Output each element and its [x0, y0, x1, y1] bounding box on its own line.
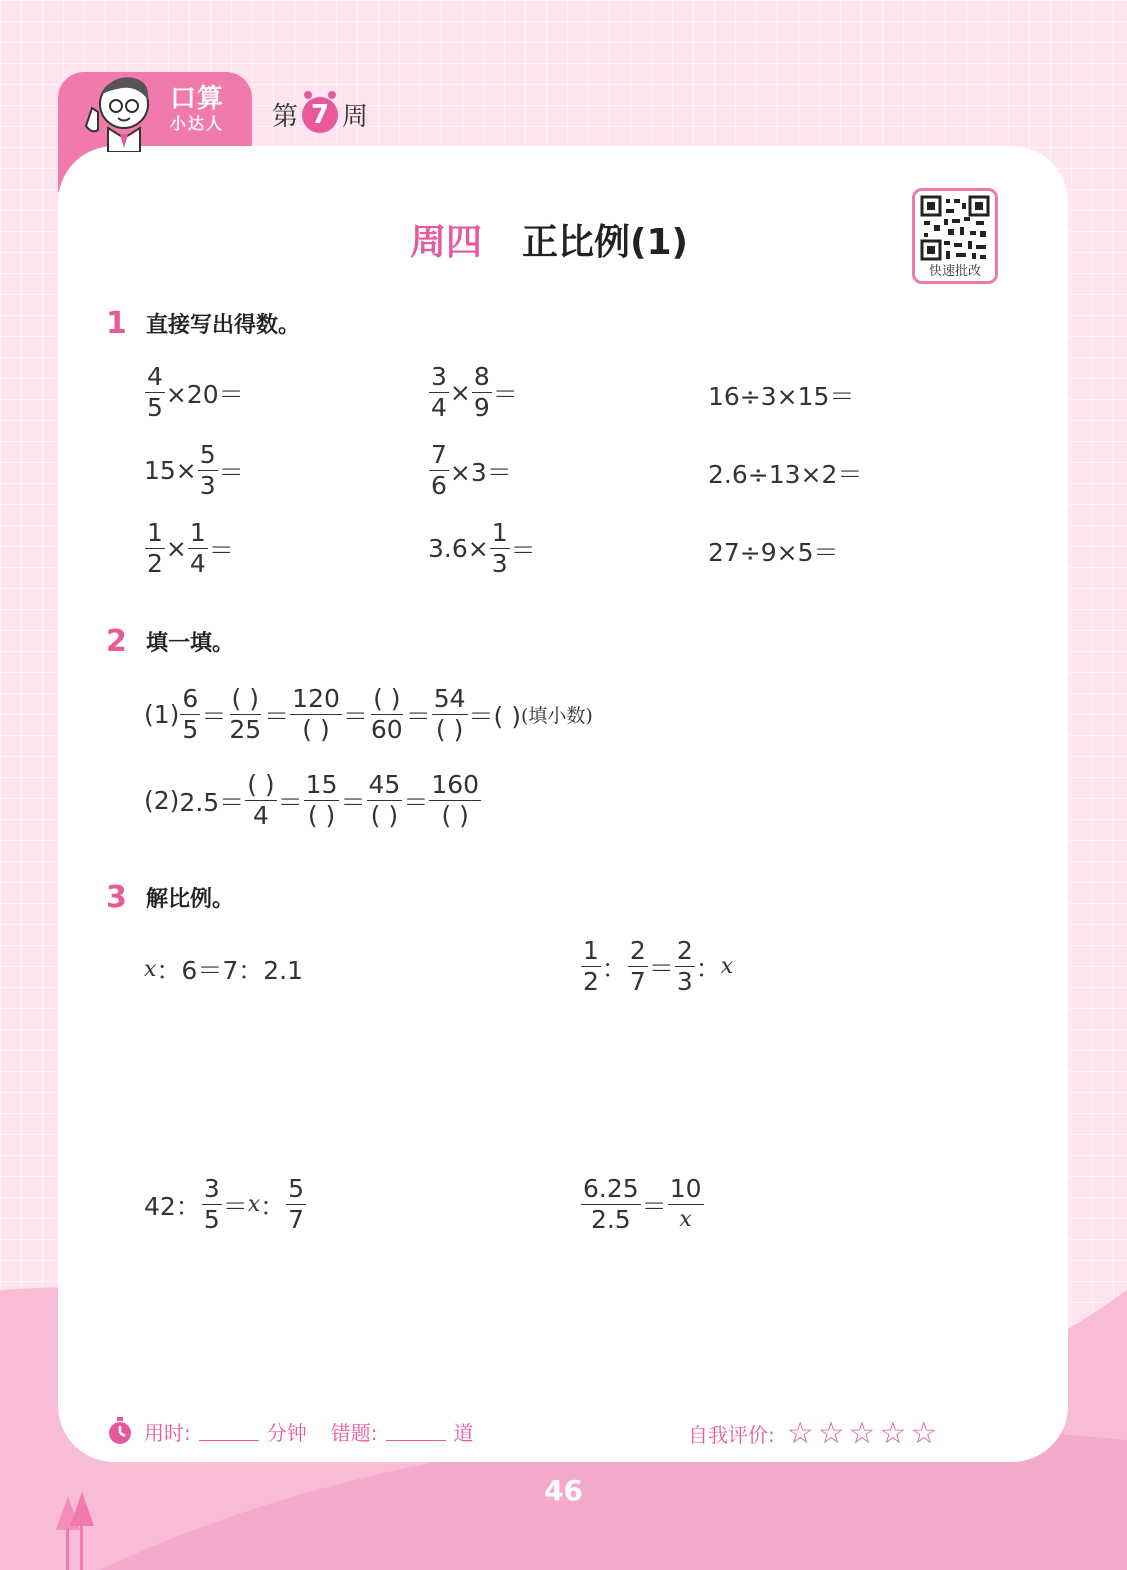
- brand-logo: [170, 84, 224, 134]
- week-suffix: 周: [342, 102, 369, 132]
- proportion-4: [580, 1174, 705, 1235]
- qr-code[interactable]: [912, 188, 998, 284]
- expression-text: 15×: [144, 456, 197, 485]
- equals-sign: ＝: [403, 787, 429, 817]
- fraction: $\frac{3}{4}$: [431, 362, 447, 422]
- problem-1b: [428, 362, 518, 423]
- problem-label: (1): [144, 700, 180, 729]
- expression-text: 27÷9×5＝: [708, 538, 839, 567]
- fraction: $\frac{5}{3}$: [199, 440, 216, 500]
- problem-1e: [428, 440, 512, 501]
- equals-sign: ＝: [342, 701, 368, 731]
- fraction: 1 2: [583, 936, 599, 996]
- qr-code-icon: [920, 195, 990, 261]
- equals-sign: ＝: [264, 701, 290, 731]
- section3-heading: [106, 880, 234, 915]
- expression-text: 16÷3×15＝: [708, 382, 855, 411]
- fraction-blank[interactable]: ( ) 25: [229, 684, 262, 744]
- problem-label: (2): [144, 786, 180, 815]
- section3-number: 3: [106, 880, 127, 915]
- equals-sign: ＝: [648, 953, 674, 983]
- fraction: $\frac{4}{5}$: [147, 362, 163, 422]
- week-indicator: [272, 96, 368, 133]
- errors-unit: 道: [453, 1420, 474, 1445]
- equals-sign: ＝: [405, 701, 431, 731]
- stopwatch-icon: [106, 1416, 134, 1446]
- section1-title: 直接写出得数。: [146, 313, 301, 338]
- problem-1i: [708, 533, 839, 569]
- fraction: $\frac{1}{2}$: [147, 518, 163, 578]
- ratio-colon: ：: [260, 1191, 286, 1221]
- expression-text: ＝: [218, 457, 244, 487]
- fraction-blank[interactable]: 45 ( ): [368, 770, 401, 830]
- operator: ×: [449, 378, 471, 407]
- expression-text: 2.6÷13×2＝: [708, 460, 863, 489]
- qr-label: 快速批改: [928, 264, 981, 279]
- page-number: 46: [544, 1474, 583, 1507]
- title-day: 周四: [410, 222, 483, 263]
- fraction-blank[interactable]: ( ) 4: [247, 770, 275, 830]
- fraction-blank[interactable]: 160 ( ): [431, 770, 480, 830]
- fraction-blank[interactable]: 15 ( ): [305, 770, 338, 830]
- fraction: 2 3: [676, 936, 693, 996]
- expression-text: ＝: [492, 379, 518, 409]
- fraction-blank[interactable]: 120 ( ): [292, 684, 340, 744]
- problem-2-2: [144, 770, 482, 831]
- proportion-3: [144, 1174, 307, 1235]
- ratio-colon: ：: [695, 953, 721, 983]
- fraction: 2 7: [629, 936, 646, 996]
- fraction: 6.25 2.5: [583, 1174, 639, 1234]
- time-label: 用时:: [144, 1420, 191, 1445]
- variable-x: x: [247, 1192, 261, 1217]
- footer-stats: [106, 1416, 474, 1446]
- fraction: $\frac{1}{4}$: [189, 518, 206, 578]
- errors-label: 错题:: [330, 1420, 378, 1445]
- fraction-blank[interactable]: 54 ( ): [433, 684, 466, 744]
- title-topic: 正比例(1): [522, 222, 688, 263]
- problem-1f: [708, 455, 862, 491]
- section2-heading: [106, 624, 234, 659]
- variable-x: x: [720, 954, 734, 979]
- week-number-badge: 7: [302, 97, 338, 133]
- section2-number: 2: [106, 624, 127, 659]
- expression-text: 3.6×: [428, 534, 489, 563]
- proportion-2: [580, 936, 733, 997]
- expression-text: ×20＝: [165, 379, 244, 409]
- section2-title: 填一填。: [146, 631, 235, 656]
- problem-1c: [708, 377, 854, 413]
- mascot-illustration: [72, 72, 164, 152]
- problem-2-1: [144, 684, 593, 745]
- fraction-blank[interactable]: ( ) 60: [370, 684, 403, 744]
- variable-x: x: [144, 956, 157, 982]
- rating-stars[interactable]: ☆☆☆☆☆: [786, 1416, 942, 1451]
- problem-1g: [144, 518, 234, 579]
- fraction: 6 5: [182, 684, 199, 744]
- equals-sign: ＝: [641, 1191, 667, 1221]
- fraction: $\frac{7}{6}$: [431, 440, 447, 500]
- expression-text: 2.5＝: [179, 787, 245, 817]
- proportion-1: [144, 951, 303, 987]
- time-blank[interactable]: [199, 1421, 259, 1441]
- fraction: $\frac{8}{9}$: [473, 362, 490, 422]
- expression-text: 42：: [144, 1191, 201, 1221]
- fraction: $\frac{1}{3}$: [491, 518, 508, 578]
- page-title: [410, 214, 688, 265]
- self-evaluation: [688, 1416, 941, 1451]
- section3-title: 解比例。: [146, 887, 235, 912]
- expression-text: ：6＝7：2.1: [156, 956, 303, 985]
- fraction: 3 5: [203, 1174, 220, 1234]
- fraction: 5 7: [288, 1174, 305, 1234]
- week-prefix: 第: [272, 102, 299, 132]
- errors-blank[interactable]: [386, 1421, 446, 1441]
- section1-heading: [106, 306, 300, 341]
- expression-text: ＝: [510, 535, 536, 565]
- equals-sign: ＝: [340, 787, 366, 817]
- eval-label: 自我评价:: [688, 1423, 775, 1447]
- time-unit: 分钟: [266, 1420, 307, 1445]
- equals-sign: ＝: [201, 701, 227, 731]
- operator: ×: [165, 534, 187, 563]
- equals-sign: ＝: [277, 787, 303, 817]
- problem-1a: [144, 362, 244, 423]
- expression-text: ＝: [208, 535, 234, 565]
- problem-1h: [428, 518, 536, 579]
- hint-note: (填小数): [521, 705, 593, 727]
- brand-sub-text: 小达人: [170, 114, 225, 133]
- equals-sign: ＝: [222, 1191, 248, 1221]
- ratio-colon: ：: [601, 953, 627, 983]
- expression-text: ×3＝: [449, 457, 512, 487]
- brand-main-text: 口算: [170, 84, 225, 114]
- problem-1d: [144, 440, 244, 501]
- section1-number: 1: [106, 306, 127, 341]
- tree-decoration-icon: [54, 1490, 98, 1570]
- decimal-blank[interactable]: ＝( ): [468, 701, 522, 731]
- fraction: 10 x: [669, 1174, 702, 1232]
